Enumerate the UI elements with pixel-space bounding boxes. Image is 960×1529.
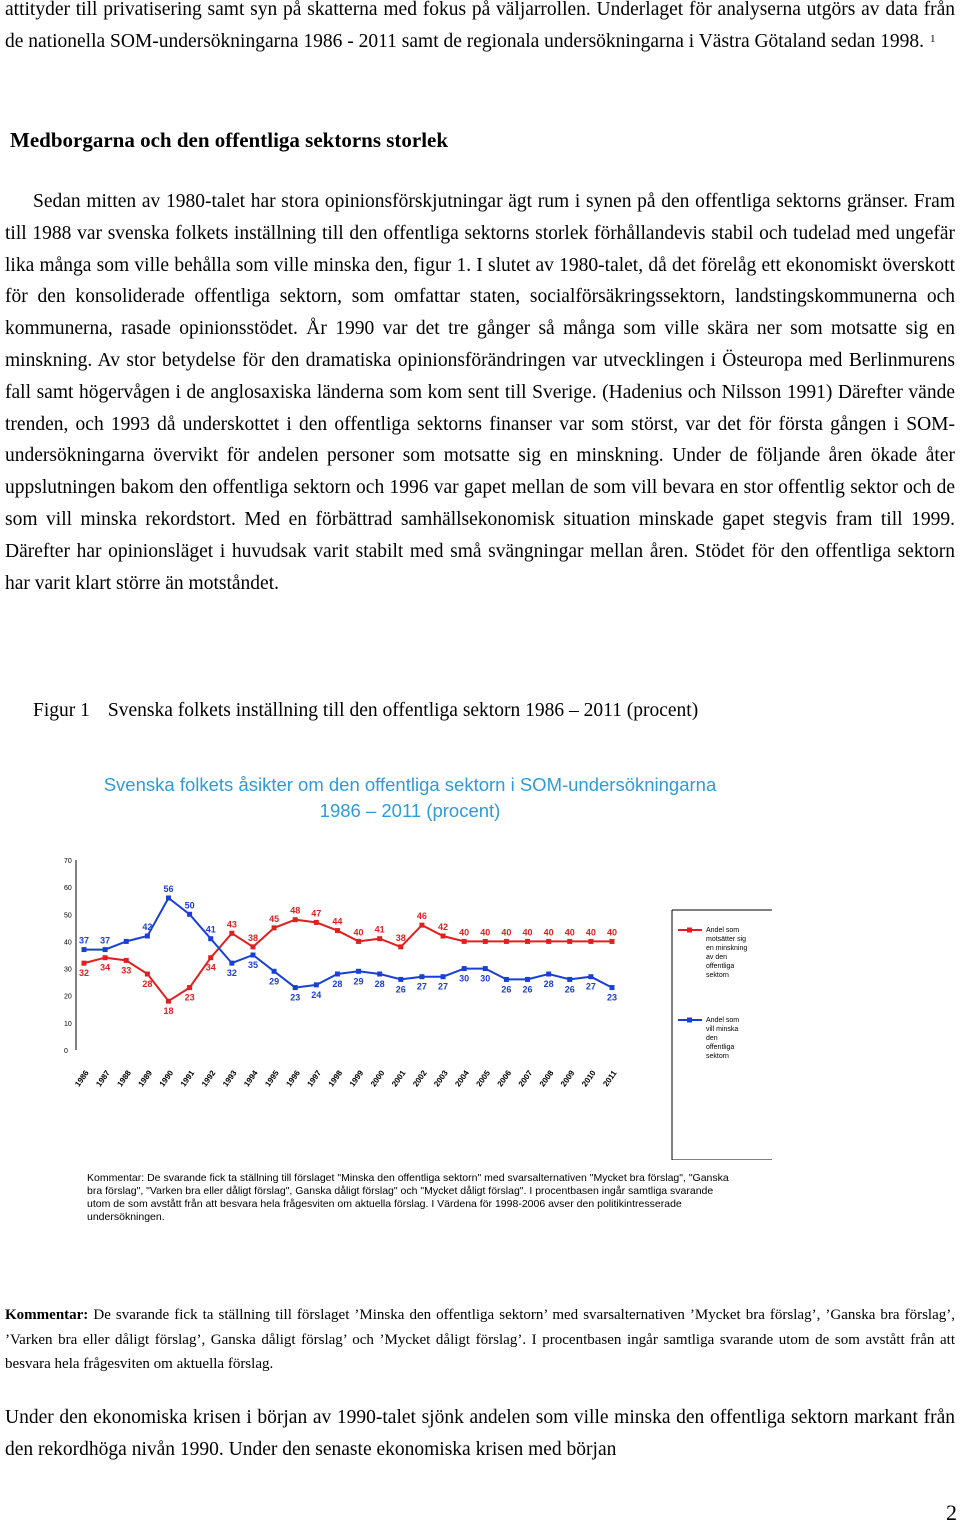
x-tick-label: 1995 [263, 1068, 281, 1089]
series-2-point [483, 966, 488, 971]
x-tick-label: 2007 [516, 1068, 535, 1089]
series-2-point [504, 977, 509, 982]
series-1-point [504, 939, 509, 944]
series-2-point [525, 977, 530, 982]
series-1-point [82, 961, 87, 966]
series-1-point [610, 939, 615, 944]
series-1-data-label: 46 [416, 911, 427, 922]
x-tick-label: 1997 [305, 1068, 324, 1089]
series-1-data-label: 48 [290, 905, 301, 916]
series-2-point [610, 985, 615, 990]
series-1-point [145, 972, 150, 977]
series-2-data-label: 35 [247, 960, 258, 970]
x-tick-label: 1991 [178, 1068, 197, 1089]
series-2-point [441, 974, 446, 979]
series-1-point [250, 944, 255, 949]
series-1-point [314, 920, 319, 925]
series-1-point [462, 939, 467, 944]
series-1-data-label: 47 [311, 908, 322, 919]
series-2-data-label: 30 [459, 973, 470, 984]
series-2-data-label: 27 [416, 981, 427, 992]
series-1-point [335, 928, 340, 933]
legend-marker-2 [687, 1018, 692, 1023]
x-tick-label: 1989 [136, 1068, 155, 1089]
series-2-point [462, 966, 467, 971]
series-1-point [377, 936, 382, 941]
series-1-data-label: 40 [501, 927, 512, 938]
series-2-point [103, 947, 108, 952]
series-2-data-label: 24 [311, 989, 322, 1000]
series-1-data-label: 38 [395, 932, 406, 943]
x-tick-label: 1992 [199, 1068, 218, 1089]
series-1-data-label: 18 [163, 1006, 174, 1017]
series-1-point [124, 958, 129, 963]
series-2-point [82, 947, 87, 952]
series-1-point [525, 939, 530, 944]
x-tick-label: 1987 [94, 1068, 112, 1089]
series-2-point [272, 969, 277, 974]
series-1-data-label: 23 [184, 992, 195, 1003]
y-tick-label: 40 [64, 939, 72, 947]
series-2-data-label: 26 [564, 984, 575, 995]
series-1-point [293, 917, 298, 922]
series-2-point [419, 974, 424, 979]
y-tick-label: 30 [64, 966, 72, 974]
series-line-2 [84, 898, 612, 988]
x-tick-label: 2011 [601, 1068, 619, 1089]
x-tick-label: 2001 [389, 1068, 408, 1089]
x-tick-label: 1993 [221, 1068, 239, 1089]
y-tick-label: 0 [64, 1048, 68, 1055]
series-1-data-label: 40 [585, 927, 596, 938]
legend-label-2: Andel som vill minska den offentliga sektorn [706, 1017, 740, 1060]
chart-title-line1: Svenska folkets åsikter om den offentliga sektorn i SOM-undersökningarna [103, 774, 717, 795]
y-tick-label: 60 [64, 885, 72, 893]
kommentar-paragraph [5, 1303, 955, 1377]
series-1-data-label: 34 [100, 962, 111, 973]
series-1-data-label: 41 [374, 924, 385, 935]
series-2-data-label: 42 [142, 922, 153, 932]
series-1-point [483, 939, 488, 944]
series-2-point [398, 977, 403, 982]
section-heading: Medborgarna och den offentliga sektorns storlek [10, 128, 449, 152]
series-1-point [103, 955, 108, 960]
x-tick-label: 1986 [73, 1068, 91, 1089]
series-2-data-label: 37 [78, 935, 90, 946]
series-2-data-label: 37 [100, 935, 111, 946]
series-1-data-label: 40 [564, 927, 575, 938]
series-1-data-label: 40 [543, 927, 554, 938]
series-1-data-label: 40 [480, 927, 491, 938]
x-tick-label: 2003 [432, 1068, 450, 1089]
series-1-data-label: 38 [247, 932, 258, 943]
series-1-data-label: 28 [142, 979, 153, 989]
series-1-point [208, 955, 213, 960]
series-2-data-label: 26 [501, 984, 512, 995]
series-2-data-label: 26 [522, 984, 533, 995]
series-2-point [293, 985, 298, 990]
x-tick-label: 2000 [368, 1068, 387, 1089]
series-2-point [145, 934, 150, 939]
series-1-data-label: 32 [78, 968, 90, 979]
series-2-point [588, 974, 593, 979]
x-tick-label: 1994 [242, 1068, 260, 1089]
series-2-data-label: 28 [332, 979, 343, 989]
figure-label: Figur 1 [33, 700, 90, 721]
series-2-point [124, 939, 129, 944]
y-tick-label: 50 [64, 912, 72, 920]
series-1-data-label: 42 [438, 922, 449, 932]
chart-title [60, 772, 760, 824]
series-1-point [166, 999, 171, 1004]
series-1-data-label: 33 [121, 965, 132, 976]
chart-comment: Kommentar: De svarande fick ta ställning till förslaget "Minska den offentliga sektorn" med svarsalternativen "Mycket bra förslag", "Ganska bra förslag", "Varken bra eller dåligt förslag", Ganska dåligt förslag" och "Mycket dåligt förslag". I procentbasen ingår samtliga svarande utom de som avstått från att besvara hela frågesviten om aktuella förslag. I Värdena för 1998-2006 avser den politikintresserade undersökningen. [87, 1172, 729, 1223]
series-1-data-label: 44 [332, 916, 343, 927]
series-2-data-label: 23 [290, 992, 301, 1003]
y-tick-label: 20 [64, 993, 72, 1001]
x-tick-label: 2010 [580, 1068, 598, 1089]
series-1-data-label: 34 [205, 962, 216, 973]
series-1-point [567, 939, 572, 944]
chart-title-line2: 1986 – 2011 (procent) [319, 800, 501, 821]
y-tick-label: 10 [64, 1020, 72, 1028]
x-tick-label: 1999 [347, 1068, 366, 1089]
series-line-1 [84, 920, 612, 1001]
x-tick-label: 2002 [411, 1068, 429, 1089]
x-tick-label: 1988 [115, 1068, 133, 1089]
series-2-data-label: 50 [184, 900, 195, 911]
series-2-data-label: 29 [353, 976, 364, 987]
x-tick-label: 1990 [157, 1068, 176, 1089]
series-2-point [229, 961, 234, 966]
x-tick-label: 2004 [453, 1068, 471, 1089]
series-2-data-label: 56 [163, 884, 174, 894]
series-2-data-label: 28 [543, 979, 554, 989]
series-1-point [187, 985, 192, 990]
series-2-data-label: 32 [226, 968, 237, 979]
figure-caption-text: Svenska folkets inställning till den offentliga sektorn 1986 – 2011 (procent) [107, 700, 699, 721]
x-tick-label: 1996 [284, 1068, 302, 1089]
series-2-point [187, 912, 192, 917]
x-tick-label: 2009 [558, 1068, 577, 1089]
x-tick-label: 2008 [537, 1068, 556, 1089]
x-tick-label: 2006 [495, 1068, 514, 1089]
legend-marker-1 [687, 928, 692, 933]
series-2-data-label: 41 [205, 924, 216, 935]
series-2-data-label: 29 [269, 976, 280, 987]
series-1-point [419, 923, 424, 928]
body-paragraph-1: Sedan mitten av 1980-talet har stora opinionsförskjutningar ägt rum i synen på den offentliga sektorns gränser. Fram till 1988 var svenska folkets inställning till den offentliga sektorns storlek förhållandevis stabil och tudelad med ungefär lika många som ville behålla som ville minska den, figur 1. I slutet av 1980-talet, då det förelåg ett ekonomiskt överskott för den konsoliderade offentliga sektorn, som omfattar staten, socialförsäkringssektorn, landstingskommunerna och kommunerna, rasade opinionsstödet. År 1990 var det tre gånger så många som ville skära ner som motsatte sig en minskning. Av stor betydelse för den dramatiska opinionsförändringen var utvecklingen i Östeuropa med Berlinmurens fall samt högervågen i de anglosaxiska länderna som kom sent till Sverige. (Hadenius och Nilsson 1991) Därefter vände trenden, och 1993 då underskottet i den offentliga sektorns finanser var som störst, var det för första gången i SOM-undersökningarna övervikt för andelen personer som motsatte sig en minskning. Under de följande åren ökade åter uppslutningen bakom den offentliga sektorn och 1996 var gapet mellan de som vill bevara en stor offentlig sektor och de som vill minska rekordstort. Med en förbättrad samhällsekonomisk situation minskade gapet stegvis fram till 1999. Därefter har opinionsläget i huvudsak varit stabilt med små svängningar mellan åren. Stödet för den offentliga sektorn har varit klart större än motståndet. [5, 191, 955, 594]
series-1-data-label: 40 [459, 927, 470, 938]
series-1-data-label: 40 [522, 927, 533, 938]
series-2-point [314, 982, 319, 987]
line-chart [60, 850, 780, 1160]
series-2-point [335, 972, 340, 977]
x-tick-label: 2005 [474, 1068, 493, 1089]
series-1-data-label: 40 [353, 927, 364, 938]
series-2-data-label: 27 [585, 981, 596, 992]
series-1-point [356, 939, 361, 944]
figure-chart-image [60, 760, 780, 1250]
series-2-point [377, 972, 382, 977]
legend-label-1: Andel som motsätter sig en minskning av den offentliga sektorn [706, 927, 748, 979]
series-1-point [229, 931, 234, 936]
series-2-point [166, 896, 171, 901]
series-1-data-label: 43 [226, 919, 237, 930]
kommentar-text: De svarande fick ta ställning till förslaget ’Minska den offentliga sektorn’ med svarsalternativen ’Mycket bra förslag’, ’Ganska bra förslag’, ’Varken bra eller dåligt förslag’, Ganska dåligt förslag’ och ’Mycket dåligt förslag’. I procentbasen ingår samtliga svarande utom de som avstått från att besvara hela frågesviten om aktuella förslag. [5, 1307, 955, 1372]
kommentar-label: Kommentar: [5, 1307, 89, 1323]
series-2-data-label: 26 [395, 984, 406, 995]
series-1-data-label: 40 [606, 927, 618, 938]
series-2-point [250, 953, 255, 958]
series-1-data-label: 45 [269, 913, 280, 924]
series-2-data-label: 28 [374, 979, 385, 989]
figure-caption [33, 700, 698, 722]
series-2-point [208, 936, 213, 941]
series-2-point [567, 977, 572, 982]
series-1-point [588, 939, 593, 944]
series-1-point [441, 934, 446, 939]
body-paragraph-2: Under den ekonomiska krisen i början av 1990-talet sjönk andelen som ville minska den offentliga sektorn markant från den rekordhöga nivån 1990. Under den senaste ekonomiska krisen med början [5, 1407, 955, 1460]
intro-paragraph: attityder till privatisering samt syn på skatterna med fokus på väljarrollen. Underlaget för analyserna utgörs av data från de nationella SOM-undersökningarna 1986 - 2011 samt de regionala undersökningarna i Västra Götaland sedan 1998. $^1$ [5, 0, 955, 52]
series-2-point [546, 972, 551, 977]
series-2-point [356, 969, 361, 974]
series-2-data-label: 30 [480, 973, 491, 984]
series-2-data-label: 23 [606, 992, 618, 1003]
x-tick-label: 1998 [326, 1068, 345, 1089]
page-number: 2 [946, 1500, 957, 1525]
series-1-point [272, 925, 277, 930]
series-1-point [546, 939, 551, 944]
series-1-point [398, 944, 403, 949]
footnote-marker: 1 [929, 32, 936, 45]
y-tick-label: 70 [64, 858, 72, 865]
series-2-data-label: 27 [438, 981, 449, 992]
